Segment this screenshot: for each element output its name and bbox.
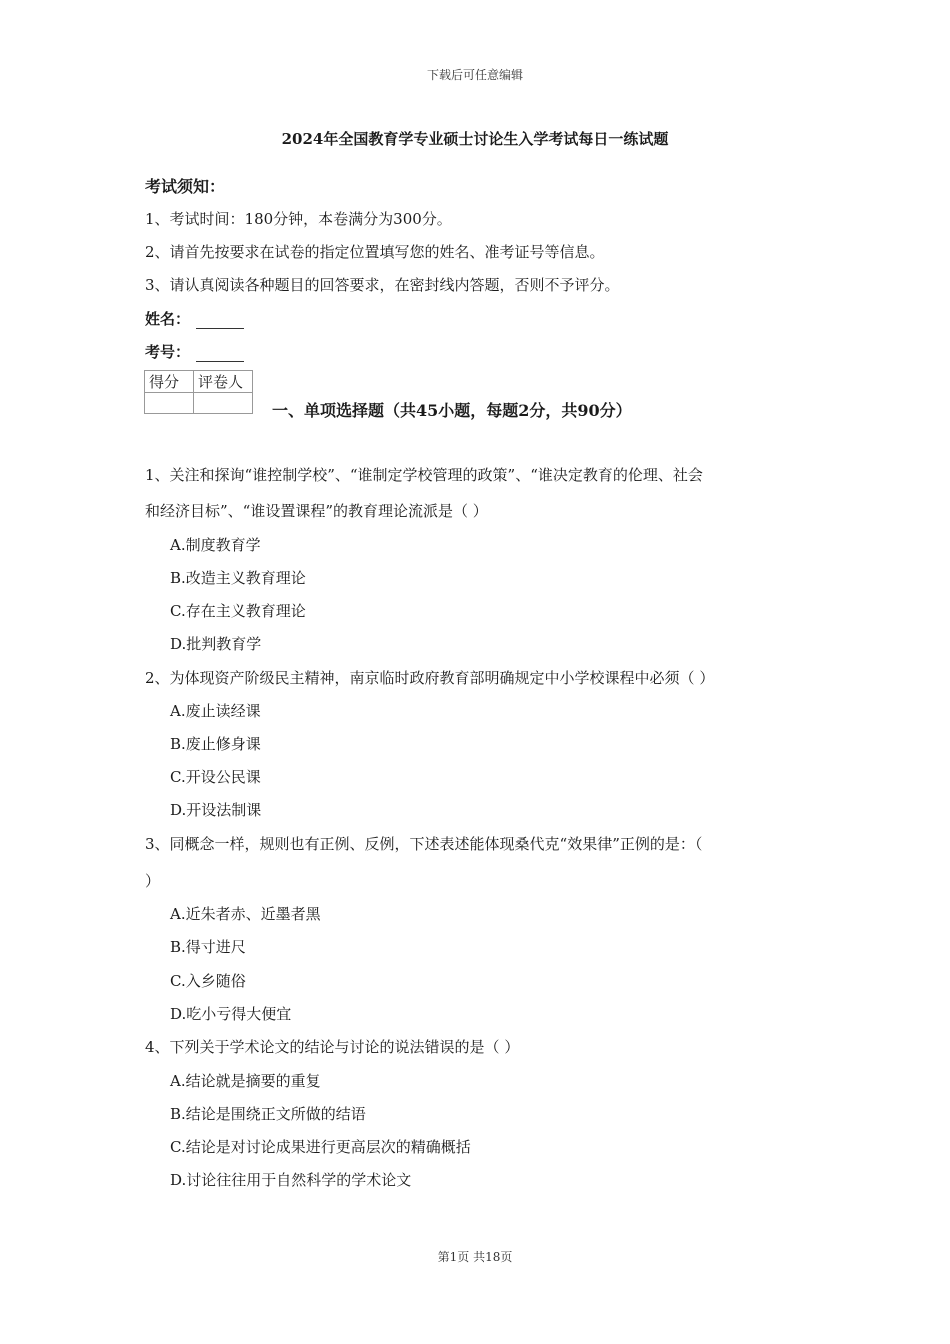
name-field[interactable] [145,308,244,329]
answer-option[interactable]: D.吃小亏得大便宜 [170,1005,292,1023]
exam-id-blank[interactable] [196,347,244,362]
answer-option[interactable]: D.开设法制课 [170,801,262,819]
answer-option[interactable]: B.得寸进尺 [170,938,246,956]
question-stem: 3、同概念一样，规则也有正例、反例，下述表述能体现桑代克“效果律”正例的是：（ [145,835,703,853]
document-title: 2024年全国教育学专业硕士讨论生入学考试每日一练试题 [281,130,669,148]
answer-option[interactable]: B.结论是围绕正文所做的结语 [170,1105,366,1123]
answer-option[interactable]: B.废止修身课 [170,735,261,753]
name-blank[interactable] [196,314,244,329]
notice-item: 2、请首先按要求在试卷的指定位置填写您的姓名、准考证号等信息。 [145,243,605,261]
answer-option[interactable]: A.制度教育学 [170,536,261,554]
answer-option[interactable]: D.批判教育学 [170,635,262,653]
exam-id-label: 考号： [145,343,191,361]
section-title: 一、单项选择题（共45小题，每题2分，共90分） [272,401,632,420]
answer-option[interactable]: A.结论就是摘要的重复 [170,1072,321,1090]
notice-heading: 考试须知： [145,177,226,196]
answer-option[interactable]: A.近朱者赤、近墨者黑 [170,905,321,923]
score-cell[interactable] [145,393,194,414]
notice-item: 1、考试时间：180分钟，本卷满分为300分。 [145,210,452,228]
answer-option[interactable]: C.结论是对讨论成果进行更高层次的精确概括 [170,1138,471,1156]
answer-option[interactable]: D.讨论往往用于自然科学的学术论文 [170,1171,412,1189]
question-stem: 和经济目标”、“谁设置课程”的教育理论流派是（ ） [145,502,488,520]
header-note: 下载后可任意编辑 [426,68,523,82]
answer-option[interactable]: B.改造主义教育理论 [170,569,306,587]
answer-option[interactable]: C.存在主义教育理论 [170,602,306,620]
grader-cell[interactable] [194,393,253,414]
answer-option[interactable]: C.开设公民课 [170,768,261,786]
page-footer: 第1页 共18页 [437,1250,513,1264]
name-label: 姓名： [145,310,191,328]
notice-item: 3、请认真阅读各种题目的回答要求，在密封线内答题，否则不予评分。 [145,276,620,294]
question-stem: ） [145,872,161,890]
answer-option[interactable]: C.入乡随俗 [170,972,246,990]
question-stem: 1、关注和探询“谁控制学校”、“谁制定学校管理的政策”、“谁决定教育的伦理、社会 [145,466,703,484]
grader-header: 评卷人 [194,371,253,393]
answer-option[interactable]: A.废止读经课 [170,702,261,720]
exam-id-field[interactable] [145,341,244,362]
score-box [144,370,253,414]
question-stem: 2、为体现资产阶级民主精神，南京临时政府教育部明确规定中小学校课程中必须（ ） [145,669,715,687]
question-stem: 4、下列关于学术论文的结论与讨论的说法错误的是（ ） [145,1038,520,1056]
score-header: 得分 [145,371,194,393]
